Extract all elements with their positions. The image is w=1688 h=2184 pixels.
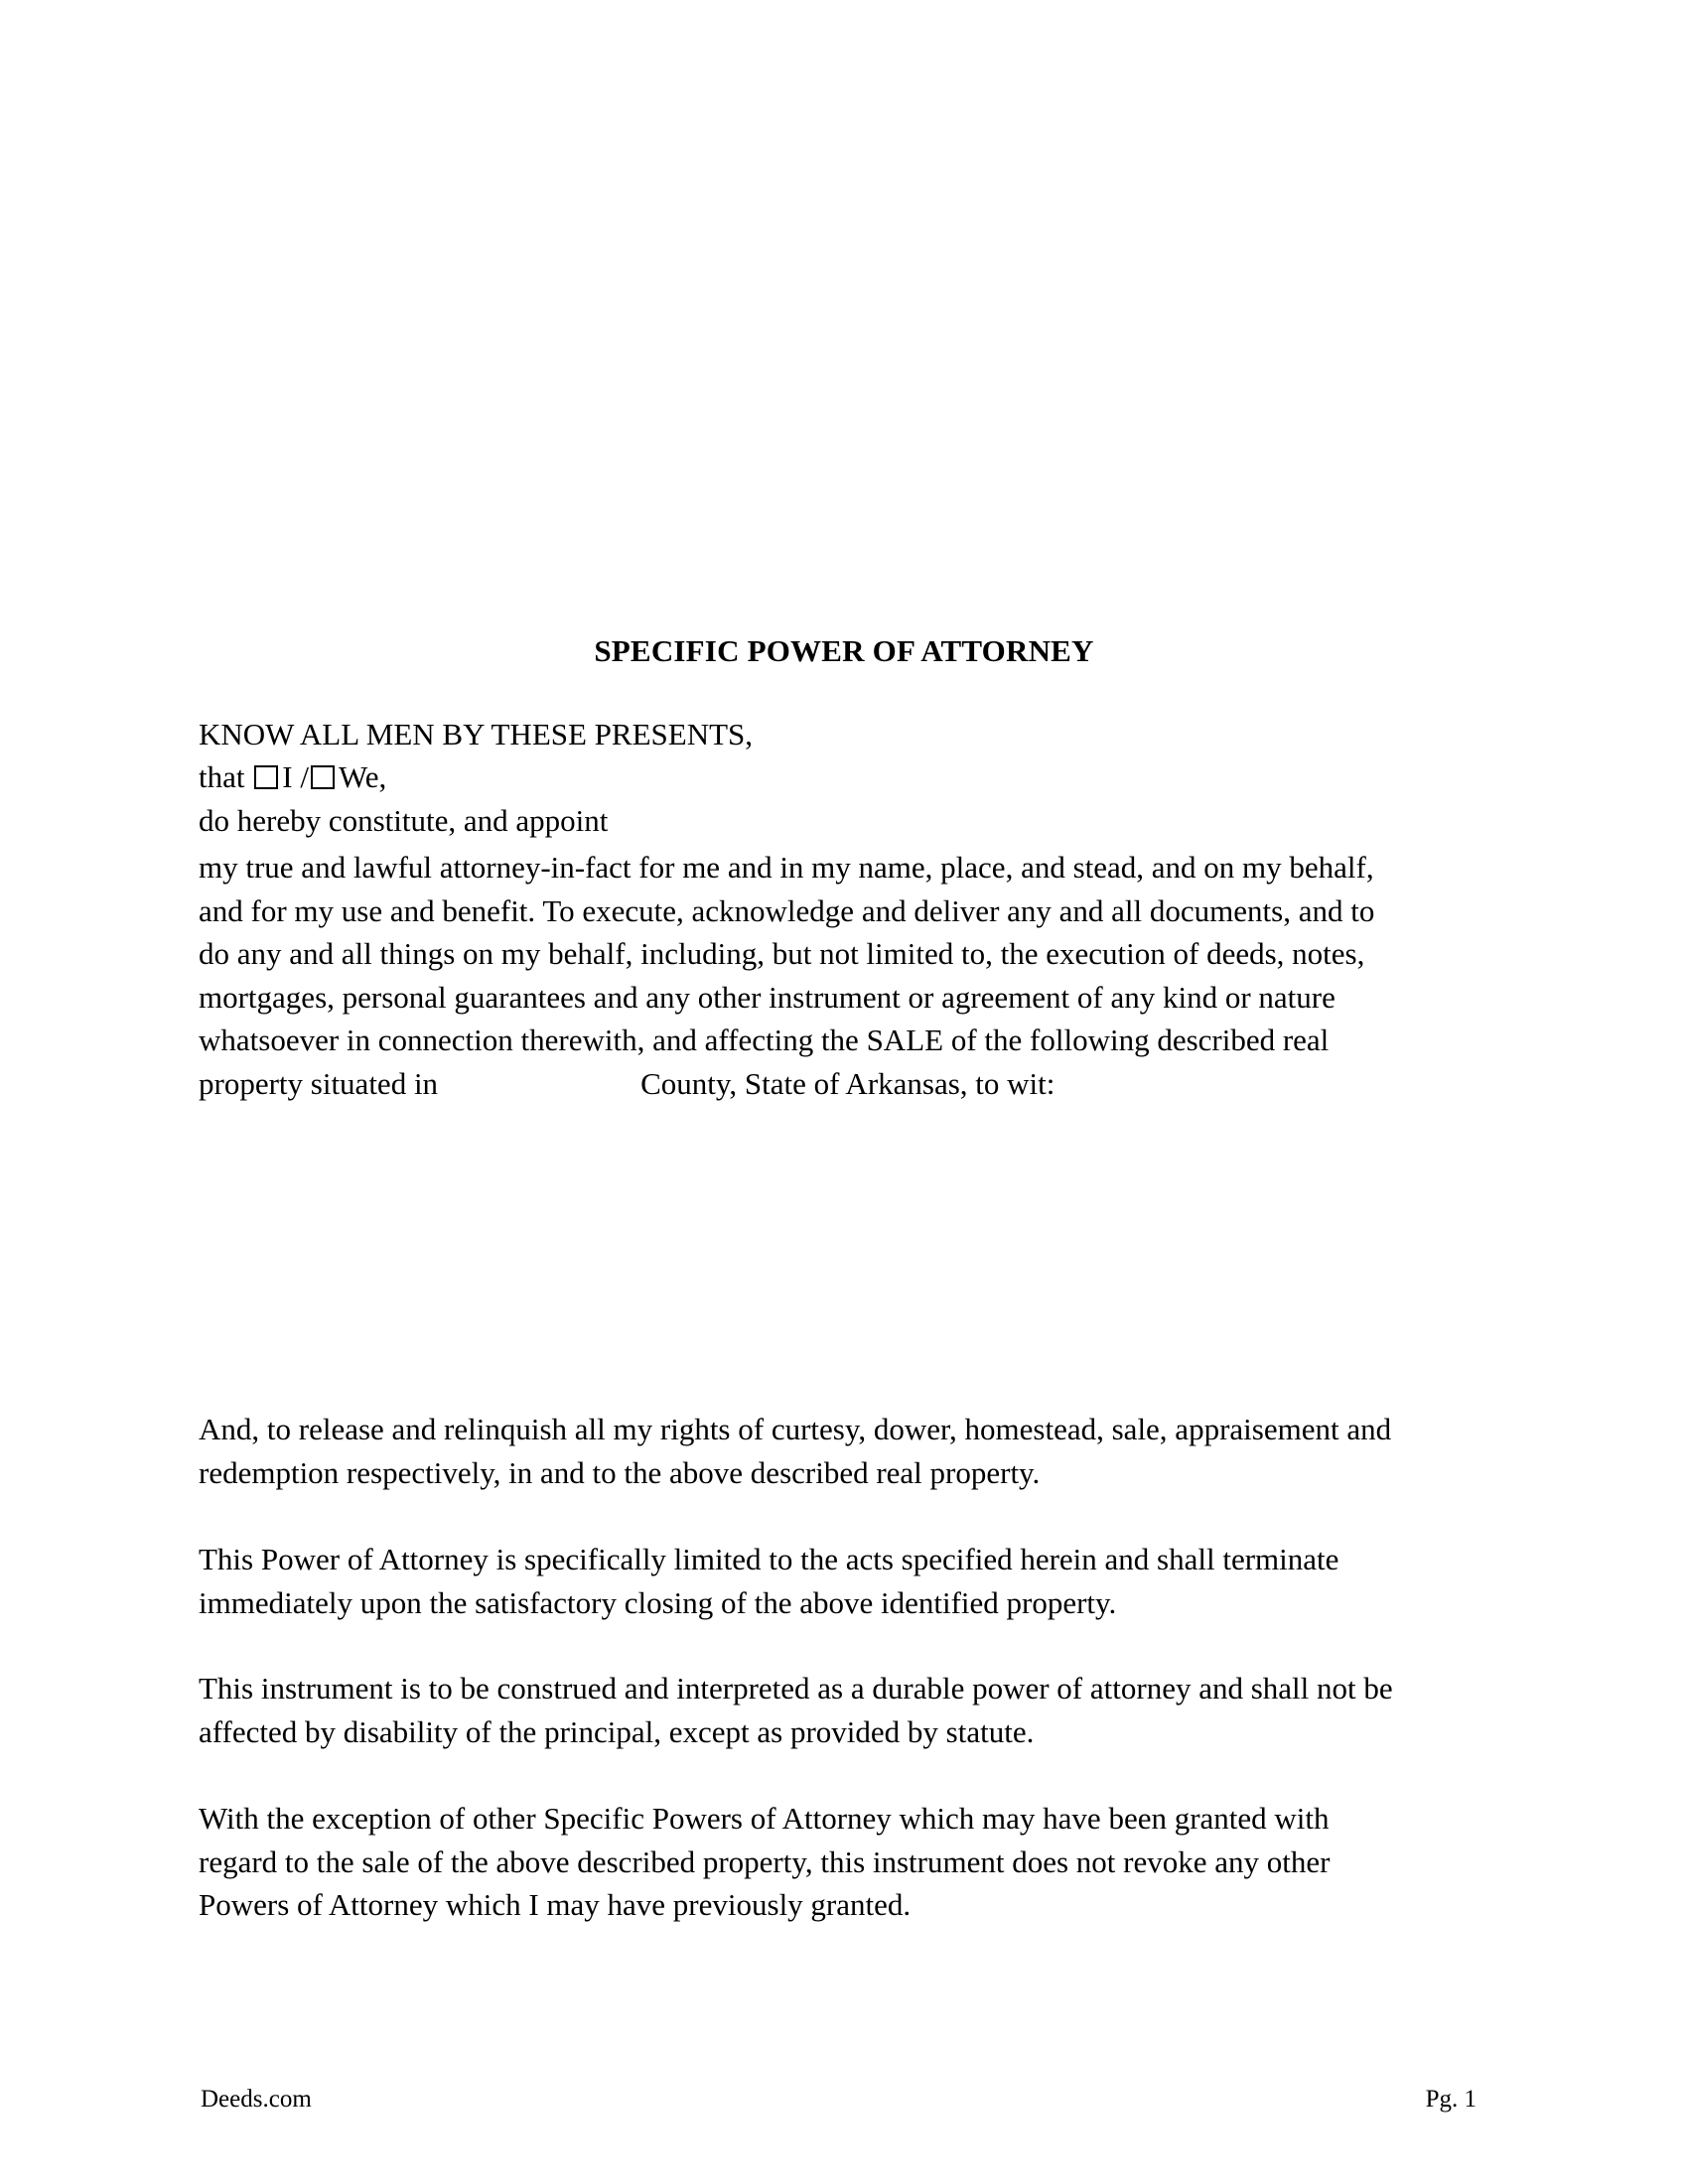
paragraph-line: This Power of Attorney is specifically limited to the acts specified herein and shall terminate (199, 1542, 1339, 1576)
option-i-label: I / (282, 759, 309, 794)
option-we-label: We, (338, 759, 387, 794)
paragraph-line: redemption respectively, in and to the above described real property. (199, 1454, 1041, 1490)
appoint-line: do hereby constitute, and appoint (199, 803, 609, 838)
body-line: and for my use and benefit. To execute, acknowledge and deliver any and all documents, and to (199, 892, 1375, 928)
body-line: my true and lawful attorney-in-fact for me and in my name, place, and stead, and on my behalf, (199, 850, 1374, 885)
property-line (199, 1062, 1489, 1106)
that-label: that (199, 759, 253, 794)
paragraph-line: This instrument is to be construed and interpreted as a durable power of attorney and shall not be (199, 1671, 1393, 1706)
body-paragraph (199, 846, 1489, 1105)
exception-paragraph (199, 1797, 1489, 1927)
property-before: property situated in (199, 1065, 439, 1101)
paragraph-line: regard to the sale of the above described property, this instrument does not revoke any other (199, 1843, 1331, 1879)
durable-paragraph (199, 1667, 1489, 1753)
document-title: SPECIFIC POWER OF ATTORNEY (594, 633, 1094, 668)
intro-line: KNOW ALL MEN BY THESE PRESENTS, (199, 717, 754, 751)
checkbox-we[interactable] (311, 765, 335, 789)
paragraph-line: affected by disability of the principal, except as provided by statute. (199, 1713, 1035, 1749)
paragraph-line: With the exception of other Specific Powers of Attorney which may have been granted with (199, 1801, 1330, 1836)
body-line: do any and all things on my behalf, including, but not limited to, the execution of deeds, notes, (199, 936, 1365, 971)
party-selection-line (199, 758, 386, 796)
paragraph-line: And, to release and relinquish all my rights of curtesy, dower, homestead, sale, appraisement and (199, 1412, 1392, 1446)
paragraph-line: Powers of Attorney which I may have previously granted. (199, 1887, 912, 1922)
footer-page-number: Pg. 1 (1425, 2086, 1477, 2113)
footer-source: Deeds.com (201, 2086, 312, 2113)
limited-paragraph (199, 1538, 1489, 1624)
paragraph-line: immediately upon the satisfactory closing of the above identified property. (199, 1584, 1117, 1620)
body-line: mortgages, personal guarantees and any other instrument or agreement of any kind or nature (199, 979, 1336, 1015)
body-line: whatsoever in connection therewith, and affecting the SALE of the following described real (199, 1023, 1330, 1057)
release-paragraph (199, 1408, 1489, 1494)
checkbox-i[interactable] (254, 765, 278, 789)
property-after: County, State of Arkansas, to wit: (640, 1065, 1055, 1101)
